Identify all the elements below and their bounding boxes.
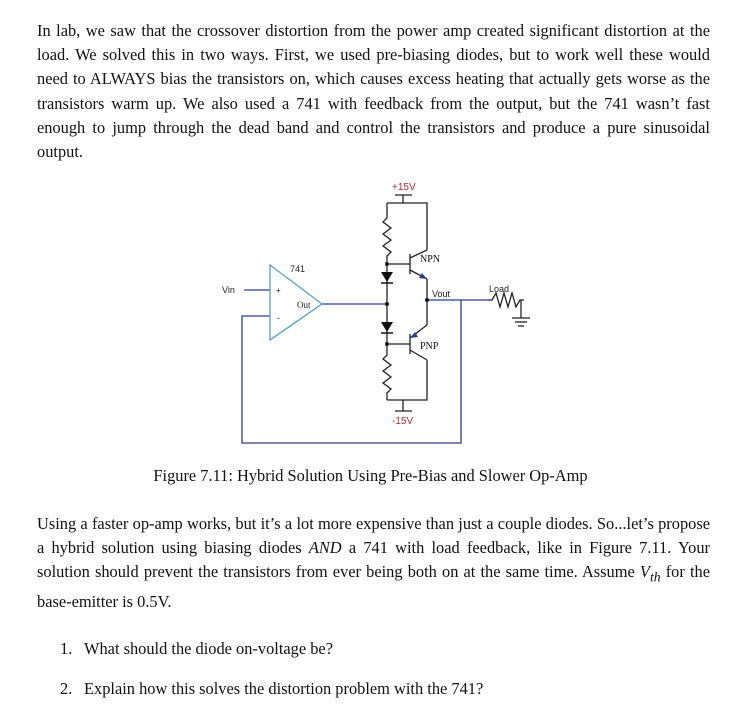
npn-label: NPN: [420, 254, 441, 265]
paragraph2-part-c: for the base-emitter is 0.5V.: [37, 562, 710, 611]
intro-paragraph: In lab, we saw that the crossover distortion from the power amp created significant distortion at the load. We solved this in two ways. First, we used pre-biasing diodes, but to work well these would need to ALWAYS bias the transistors on, which causes excess heating that actually gets worse as the transistors warm up. We also used a 741 with feedback from the output, but the 741 wasn’t fast enough to jump through the dead band and control the transistors and produce a pure sinusoidal output.: [37, 21, 710, 162]
question-item: 1. What should the diode on-voltage be?: [60, 639, 333, 658]
plus-label: +: [276, 286, 281, 295]
npn-arrow: [419, 273, 427, 279]
bottom-resistor: [383, 330, 391, 400]
out-label: Out: [297, 300, 311, 310]
paragraph2-part-a: Using a faster op-amp works, but it’s a lot more expensive than just a couple diodes. So...let’s propose a hybrid solution using biasing diodes: [37, 514, 710, 558]
pnp-label: PNP: [420, 341, 439, 352]
load-resistor: [488, 293, 524, 307]
circuit-diagram: [205, 175, 545, 450]
vpos-label: +15V: [392, 182, 416, 193]
question-item: 2. Explain how this solves the distortion problem with the 741?: [60, 679, 484, 698]
top-diode: [381, 272, 393, 282]
opamp-label: 741: [290, 264, 306, 274]
minus-label: -: [277, 313, 280, 323]
and-emphasis: AND: [308, 538, 342, 558]
opamp-741: [270, 265, 322, 340]
question-paragraph: [37, 512, 710, 614]
load-label: Load: [489, 284, 510, 294]
vth-symbol: $V_{th}$: [639, 562, 661, 585]
bottom-diode: [381, 322, 393, 332]
figure-caption: Figure 7.11: Hybrid Solution Using Pre-Bias and Slower Op-Amp: [153, 466, 588, 485]
vneg-label: -15V: [392, 416, 414, 427]
top-resistor: [383, 203, 391, 272]
question-list: [60, 638, 483, 718]
vout-label: Vout: [432, 289, 451, 299]
feedback-wire: [242, 300, 461, 443]
vin-label: Vin: [222, 285, 235, 295]
paragraph2-part-b: a 741 with load feedback, like in Figure 7.11. Your solution should prevent the transistors from ever being both on at the same time. Assume: [37, 538, 710, 582]
